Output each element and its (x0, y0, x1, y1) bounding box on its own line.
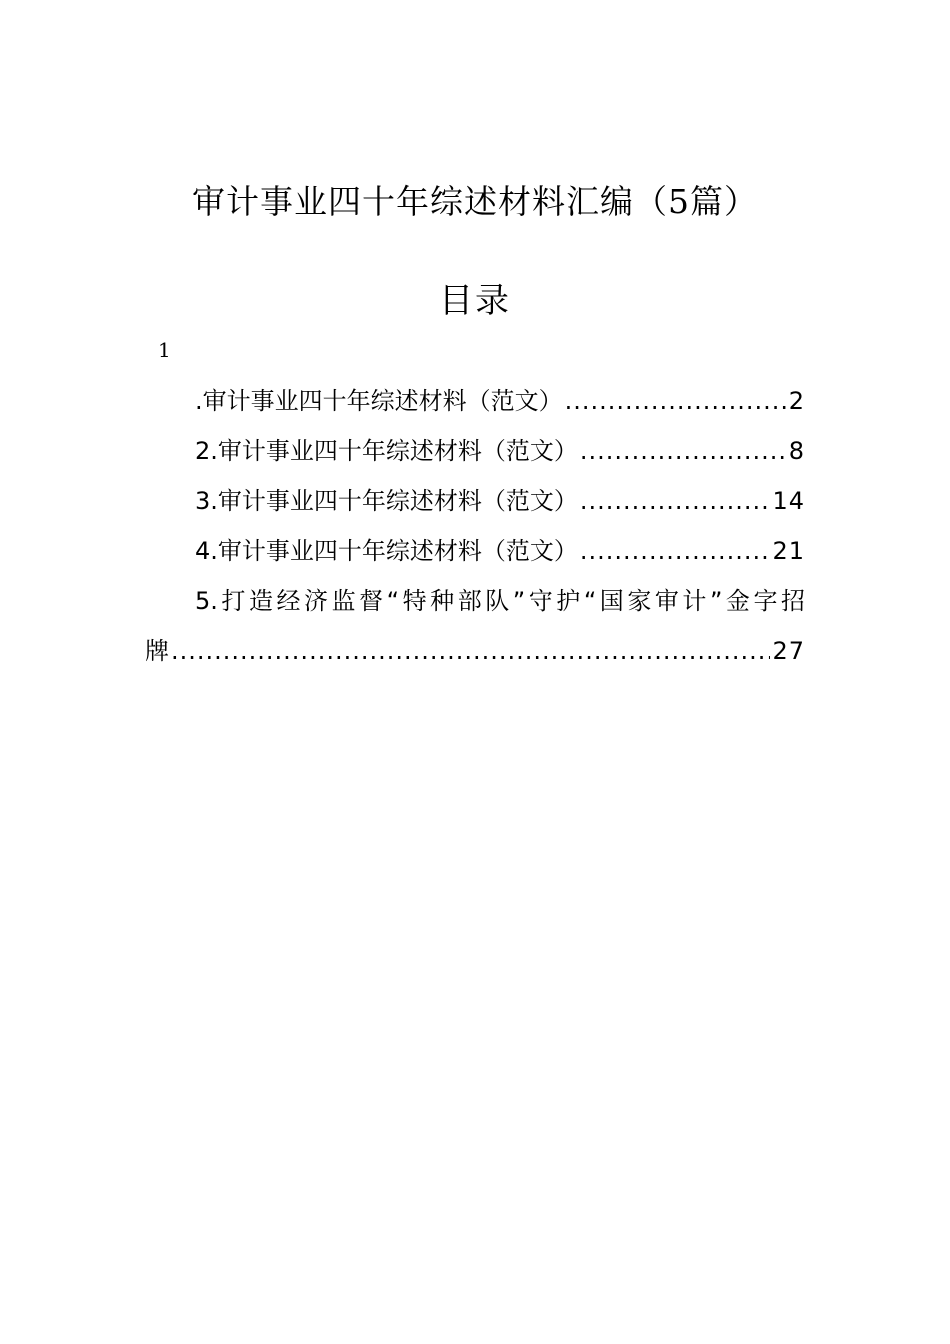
toc-dot-leader (171, 626, 770, 676)
toc-page-number[interactable]: 8 (788, 437, 805, 465)
document-title-tail: 篇） (690, 182, 758, 221)
toc-page-number[interactable]: 2 (788, 387, 805, 415)
toc-entry-3[interactable] (145, 476, 805, 526)
toc-entry-label[interactable]: 4.审计事业四十年综述材料（范文） (195, 537, 578, 565)
toc-page-number[interactable]: 14 (772, 487, 805, 515)
toc-entry-label[interactable]: 2.审计事业四十年综述材料（范文） (195, 437, 578, 465)
toc-entry-5-line-2[interactable] (145, 626, 805, 676)
toc-dot-leader (580, 526, 771, 576)
toc-dot-leader (580, 426, 787, 476)
document-title-main: 审计事业四十年综述材料汇编（ (192, 182, 668, 221)
toc-entry-4[interactable] (145, 526, 805, 576)
toc-heading: 目录 (439, 281, 511, 321)
toc-entry-label[interactable]: .审计事业四十年综述材料（范文） (195, 387, 563, 415)
toc-entry-1[interactable] (145, 376, 805, 426)
toc-dot-leader (580, 476, 771, 526)
list-marker: 1 (158, 338, 171, 362)
table-of-contents (145, 376, 805, 676)
toc-entry-label[interactable]: 3.审计事业四十年综述材料（范文） (195, 487, 578, 515)
toc-entry-5-line-1[interactable]: 5.打造经济监督“特种部队”守护“国家审计”金字招 (195, 587, 805, 615)
toc-page-number[interactable]: 27 (772, 637, 805, 665)
toc-dot-leader (565, 376, 787, 426)
toc-entry-label[interactable]: 牌 (145, 637, 169, 665)
document-title-number: 5 (668, 182, 690, 221)
toc-page-number[interactable]: 21 (772, 537, 805, 565)
document-title (0, 178, 950, 226)
toc-entry-2[interactable] (145, 426, 805, 476)
